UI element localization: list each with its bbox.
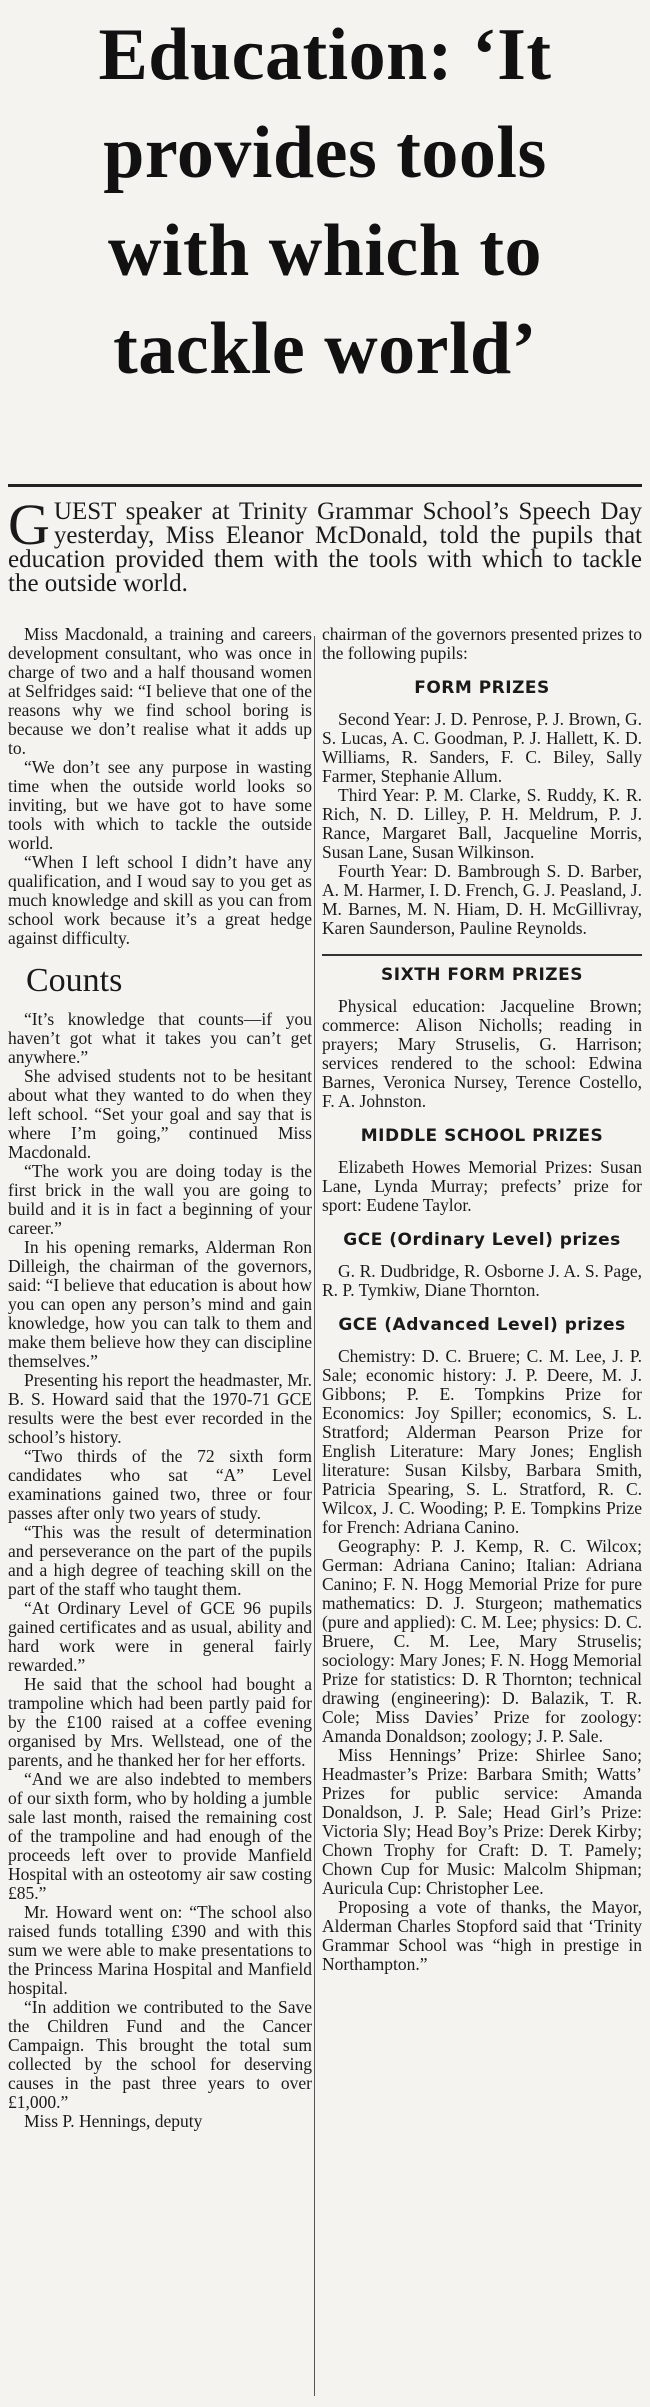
headline-rule: [8, 484, 642, 487]
body-paragraph: “At Ordinary Level of GCE 96 pupils gained certificates and as usual, ability and hard work were in general fairly rewarded.”: [8, 1598, 312, 1675]
prize-paragraph: Physical education: Jacqueline Brown; commerce: Alison Nicholls; reading in prayers; Mary Struselis, G. Harrison; services rendered to the school: Edwina Barnes, Veronica Nursey, Terence Costello, F. A. Johnston.: [322, 996, 642, 1111]
body-paragraph: She advised students not to be hesitant about what they wanted to do when they left school. “Set your goal and say that is where I’m going,” continued Miss Macdonald.: [8, 1066, 312, 1162]
lede-text: UEST speaker at Trinity Grammar School’s Speech Day yesterday, Miss Eleanor McDonald, told the pupils that education provided them with the tools with which to tackle the outside world.: [8, 498, 642, 597]
prize-paragraph: Chemistry: D. C. Bruere; C. M. Lee, J. P. Sale; economic history: J. P. Deere, M. J. Gibbons; P. E. Tompkins Prize for Economics: Joy Spiller; economics, S. L. Stratford; Alderman Pearson Prize for English Literature: Mary Jones; English literature: Susan Kilsby, Barbara Smith, Patricia Spearing, S. L. Stratford, R. C. Wilcox, J. C. Wooding; P. E. Tompkins Prize for French: Adriana Canino.: [322, 1346, 642, 1537]
headline-line-4: tackle world’: [113, 308, 537, 390]
gce-ordinary-heading: GCE (Ordinary Level) prizes: [343, 1230, 621, 1250]
body-paragraph: Mr. Howard went on: “The school also raised funds totalling £390 and with this sum we were able to make presentations to the Princess Marina Hospital and Manfield hospital.: [8, 1902, 312, 1998]
middle-school-heading: MIDDLE SCHOOL PRIZES: [360, 1126, 604, 1146]
prize-paragraph: Miss Hennings’ Prize: Shirlee Sano; Headmaster’s Prize: Barbara Smith; Watts’ Prizes for public service: Amanda Donaldson, J. P. Sale; Head Girl’s Prize: Victoria Sly; Head Boy’s Prize: Derek Kirby; Chown Trophy for Craft: D. T. Pamely; Chown Cup for Music: Malcolm Shipman; Auricula Cup: Christopher Lee.: [322, 1745, 642, 1898]
body-paragraph: Presenting his report the headmaster, Mr. B. S. Howard said that the 1970-71 GCE results were the best ever recorded in the school’s history.: [8, 1370, 312, 1447]
body-paragraph: Miss Macdonald, a training and careers development consultant, who was once in charge of two and a half thousand women at Selfridges said: “I believe that one of the reasons why we find school boring is because we don’t realise what it adds up to.: [8, 624, 312, 758]
prize-paragraph: Second Year: J. D. Penrose, P. J. Brown, G. S. Lucas, A. C. Goodman, P. J. Hallett, K. D. Williams, R. Sanders, F. C. Biley, Sally Farmer, Stephanie Allum.: [322, 709, 642, 786]
left-column: [8, 625, 312, 2397]
body-paragraph: “This was the result of determination and perseverance on the part of the pupils and a high degree of teaching skill on the part of the staff who taught them.: [8, 1522, 312, 1599]
headline-line-1: Education: ‘It: [98, 14, 552, 96]
prize-paragraph: Geography: P. J. Kemp, R. C. Wilcox; German: Adriana Canino; Italian: Adriana Canino; F. N. Hogg Memorial Prize for pure mathematics: D. J. Sturgeon; mathematics (pure and applied): C. M. Lee; physics: D. C. Bruere, C. M. Lee, Mary Struselis; sociology: Mary Jones; F. N. Hogg Memorial Prize for statistics: D. R Thornton; technical drawing (engineering): D. Balazik, T. R. Cole; Miss Davies’ Prize for zoology: Amanda Donaldson; zoology; J. P. Sale.: [322, 1536, 642, 1746]
gce-advanced-heading: GCE (Advanced Level) prizes: [338, 1315, 626, 1335]
prize-paragraph: Elizabeth Howes Memorial Prizes: Susan Lane, Lynda Murray; prefects’ prize for sport: Eudene Taylor.: [322, 1157, 642, 1215]
body-paragraph: “We don’t see any purpose in wasting time when the outside world looks so inviting, but we have got to have some tools with which to tackle the outside world.: [8, 757, 312, 853]
form-prizes-heading: FORM PRIZES: [414, 678, 550, 698]
headline-line-2: provides tools: [103, 112, 547, 194]
drop-cap: G: [8, 492, 50, 557]
body-paragraph: “The work you are doing today is the first brick in the wall you are going to build and it is in fact a beginning of your career.”: [8, 1161, 312, 1238]
body-paragraph: “In addition we contributed to the Save the Children Fund and the Cancer Campaign. This brought the total sum collected by the school for deserving causes in the past three years to over £1,000.”: [8, 1997, 312, 2112]
prize-paragraph: Fourth Year: D. Bambrough S. D. Barber, A. M. Harmer, I. D. French, G. J. Peasland, J. M. Barnes, M. N. Hiam, D. H. McGillivray, Karen Saunderson, Pauline Reynolds.: [322, 861, 642, 938]
prizes-intro: chairman of the governors presented prizes to the following pupils:: [322, 624, 642, 663]
prize-paragraph: G. R. Dudbridge, R. Osborne J. A. S. Page, R. P. Tymkiw, Diane Thornton.: [322, 1261, 642, 1300]
body-paragraph: He said that the school had bought a trampoline which had been partly paid for by the £100 raised at a coffee evening organised by Mrs. Wellstead, one of the parents, and he thanked her for her efforts.: [8, 1674, 312, 1770]
body-paragraph: “It’s knowledge that counts—if you haven’t got what it takes you can’t get anywhere.”: [8, 1009, 312, 1067]
body-paragraph: Miss P. Hennings, deputy: [24, 2111, 203, 2131]
body-paragraph: “When I left school I didn’t have any qualification, and I woud say to you get as much knowledge and skill as you can from school work because it’s a great hedge against difficulty.: [8, 852, 312, 948]
column-divider: [314, 636, 315, 2396]
headline-line-3: with which to: [107, 210, 543, 292]
body-paragraph: In his opening remarks, Alderman Ron Dilleigh, the chairman of the governors, said: “I believe that education is about how you can open any person’s mind and gain knowledge, how you can talk to them and make them believe how they can discipline themselves.”: [8, 1237, 312, 1371]
prize-paragraph: Third Year: P. M. Clarke, S. Ruddy, K. R. Rich, N. D. Lilley, P. H. Meldrum, P. J. Rance, Margaret Ball, Jacqueline Morris, Susan Lane, Susan Wilkinson.: [322, 785, 642, 862]
body-paragraph: “And we are also indebted to members of our sixth form, who by holding a jumble sale last month, raised the remaining cost of the trampoline and had enough of the proceeds left over to provide Manfield Hospital with an osteotomy air saw costing £85.”: [8, 1769, 312, 1903]
lede-paragraph: [8, 492, 642, 597]
subhead-counts: Counts: [26, 962, 123, 999]
right-column: [322, 625, 642, 2397]
prize-paragraph: Proposing a vote of thanks, the Mayor, Alderman Charles Stopford said that ‘Trinity Grammar School was “high in prestige in Northampton.”: [322, 1897, 642, 1974]
sixth-form-heading: SIXTH FORM PRIZES: [322, 954, 642, 985]
headline: [14, 6, 636, 398]
body-paragraph: “Two thirds of the 72 sixth form candidates who sat “A” Level examinations gained two, three or four passes after only two years of study.: [8, 1446, 312, 1523]
